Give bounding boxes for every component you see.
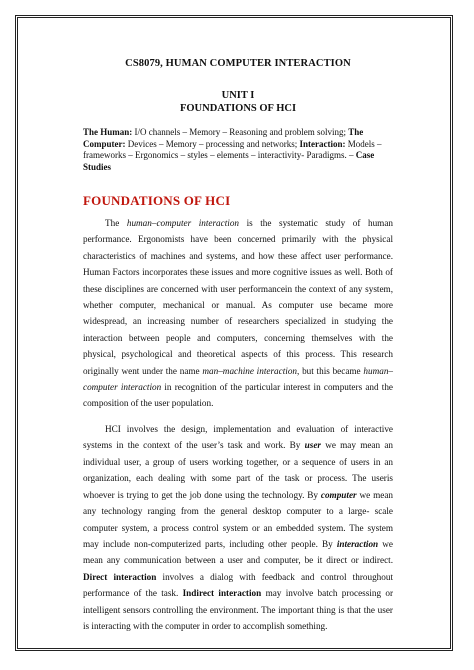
para1-text-4: in recognition of the particular interest in computers and the composition of the user population. [83,382,393,409]
term-man-machine-interaction: man–machine interaction [202,365,298,376]
term-interaction: interaction [336,538,379,549]
para1-text-2: is the systematic study of human performance. Ergonomists have been concerned primarily with the physical characteristics of machines and systems, and how these affect user performance. Human Factors incorporates these issues and more cognitive issues as well. Both of these disciplines are concerned with user performancein the context of any system, whether computer, mechanical or manual. As computer use became more widespread, an increasing number of researchers specialized in studying the interaction between people and computers, concerning themselves with the physical, psychological and theoretical aspects of this process. This research originally went under the name [83,218,393,376]
unit-number: UNIT I [221,90,255,101]
para1-text-1: The [105,218,127,228]
syllabus-human-label: The Human: [83,127,133,137]
term-user: user [304,440,321,451]
paragraph-hci-involves [83,421,393,634]
para2-text-5: involves a dialog with feedback and control throughout performance of the task. [83,571,393,599]
para2-text-2: we may mean an individual user, a group of users working together, or a sequence of users in an organization, each dealing with some part of the task or process. The useris whoever is trying to get the job done using the technology. By [83,440,393,500]
term-computer: computer [320,489,357,500]
syllabus-case-label: Case Studies [83,150,375,172]
section-heading: FOUNDATIONS OF HCI [83,193,231,208]
term-human-computer-interaction: human–computer interaction [126,218,240,228]
course-title: CS8079, HUMAN COMPUTER INTERACTION [125,58,351,69]
syllabus-human-text: I/O channels – Memory – Reasoning and problem solving; [132,127,349,137]
para2-text-3: we mean any technology ranging from the general desktop computer to a large- scale computer system, a process control system or an embedded system. The system may include non-computerized parts, including other people. By [83,489,394,549]
para2-text-6: may involve batch processing or intelligent sensors controlling the environment. The important thing is that the user is interacting with the computer in order to accomplish something. [83,588,393,631]
syllabus-computer-text: Devices – Memory – processing and networks; [125,138,300,149]
term-indirect-interaction: Indirect interaction [182,588,262,599]
unit-heading [83,89,393,115]
syllabus-interaction-text: Models – frameworks – Ergonomics – styles – elements – interactivity- Paradigms. – [83,138,382,160]
para2-text-1: HCI involves the design, implementation and evaluation of interactive systems in the context of the user’s task and work. By [83,424,393,451]
syllabus-computer-label: The Computer: [83,127,364,149]
term-direct-interaction: Direct interaction [83,571,157,582]
syllabus-interaction-label: Interaction: [299,138,346,149]
document-body [83,52,393,644]
syllabus-summary [83,127,393,173]
paragraph-hci-definition [83,215,393,412]
unit-title: FOUNDATIONS OF HCI [179,103,297,114]
term-human-computer-interaction-2: human–computer interaction [83,365,394,393]
para1-text-3: , but this became [297,365,364,376]
para2-text-4: we mean any communication between a user and computer, be it direct or indirect. [83,538,393,566]
